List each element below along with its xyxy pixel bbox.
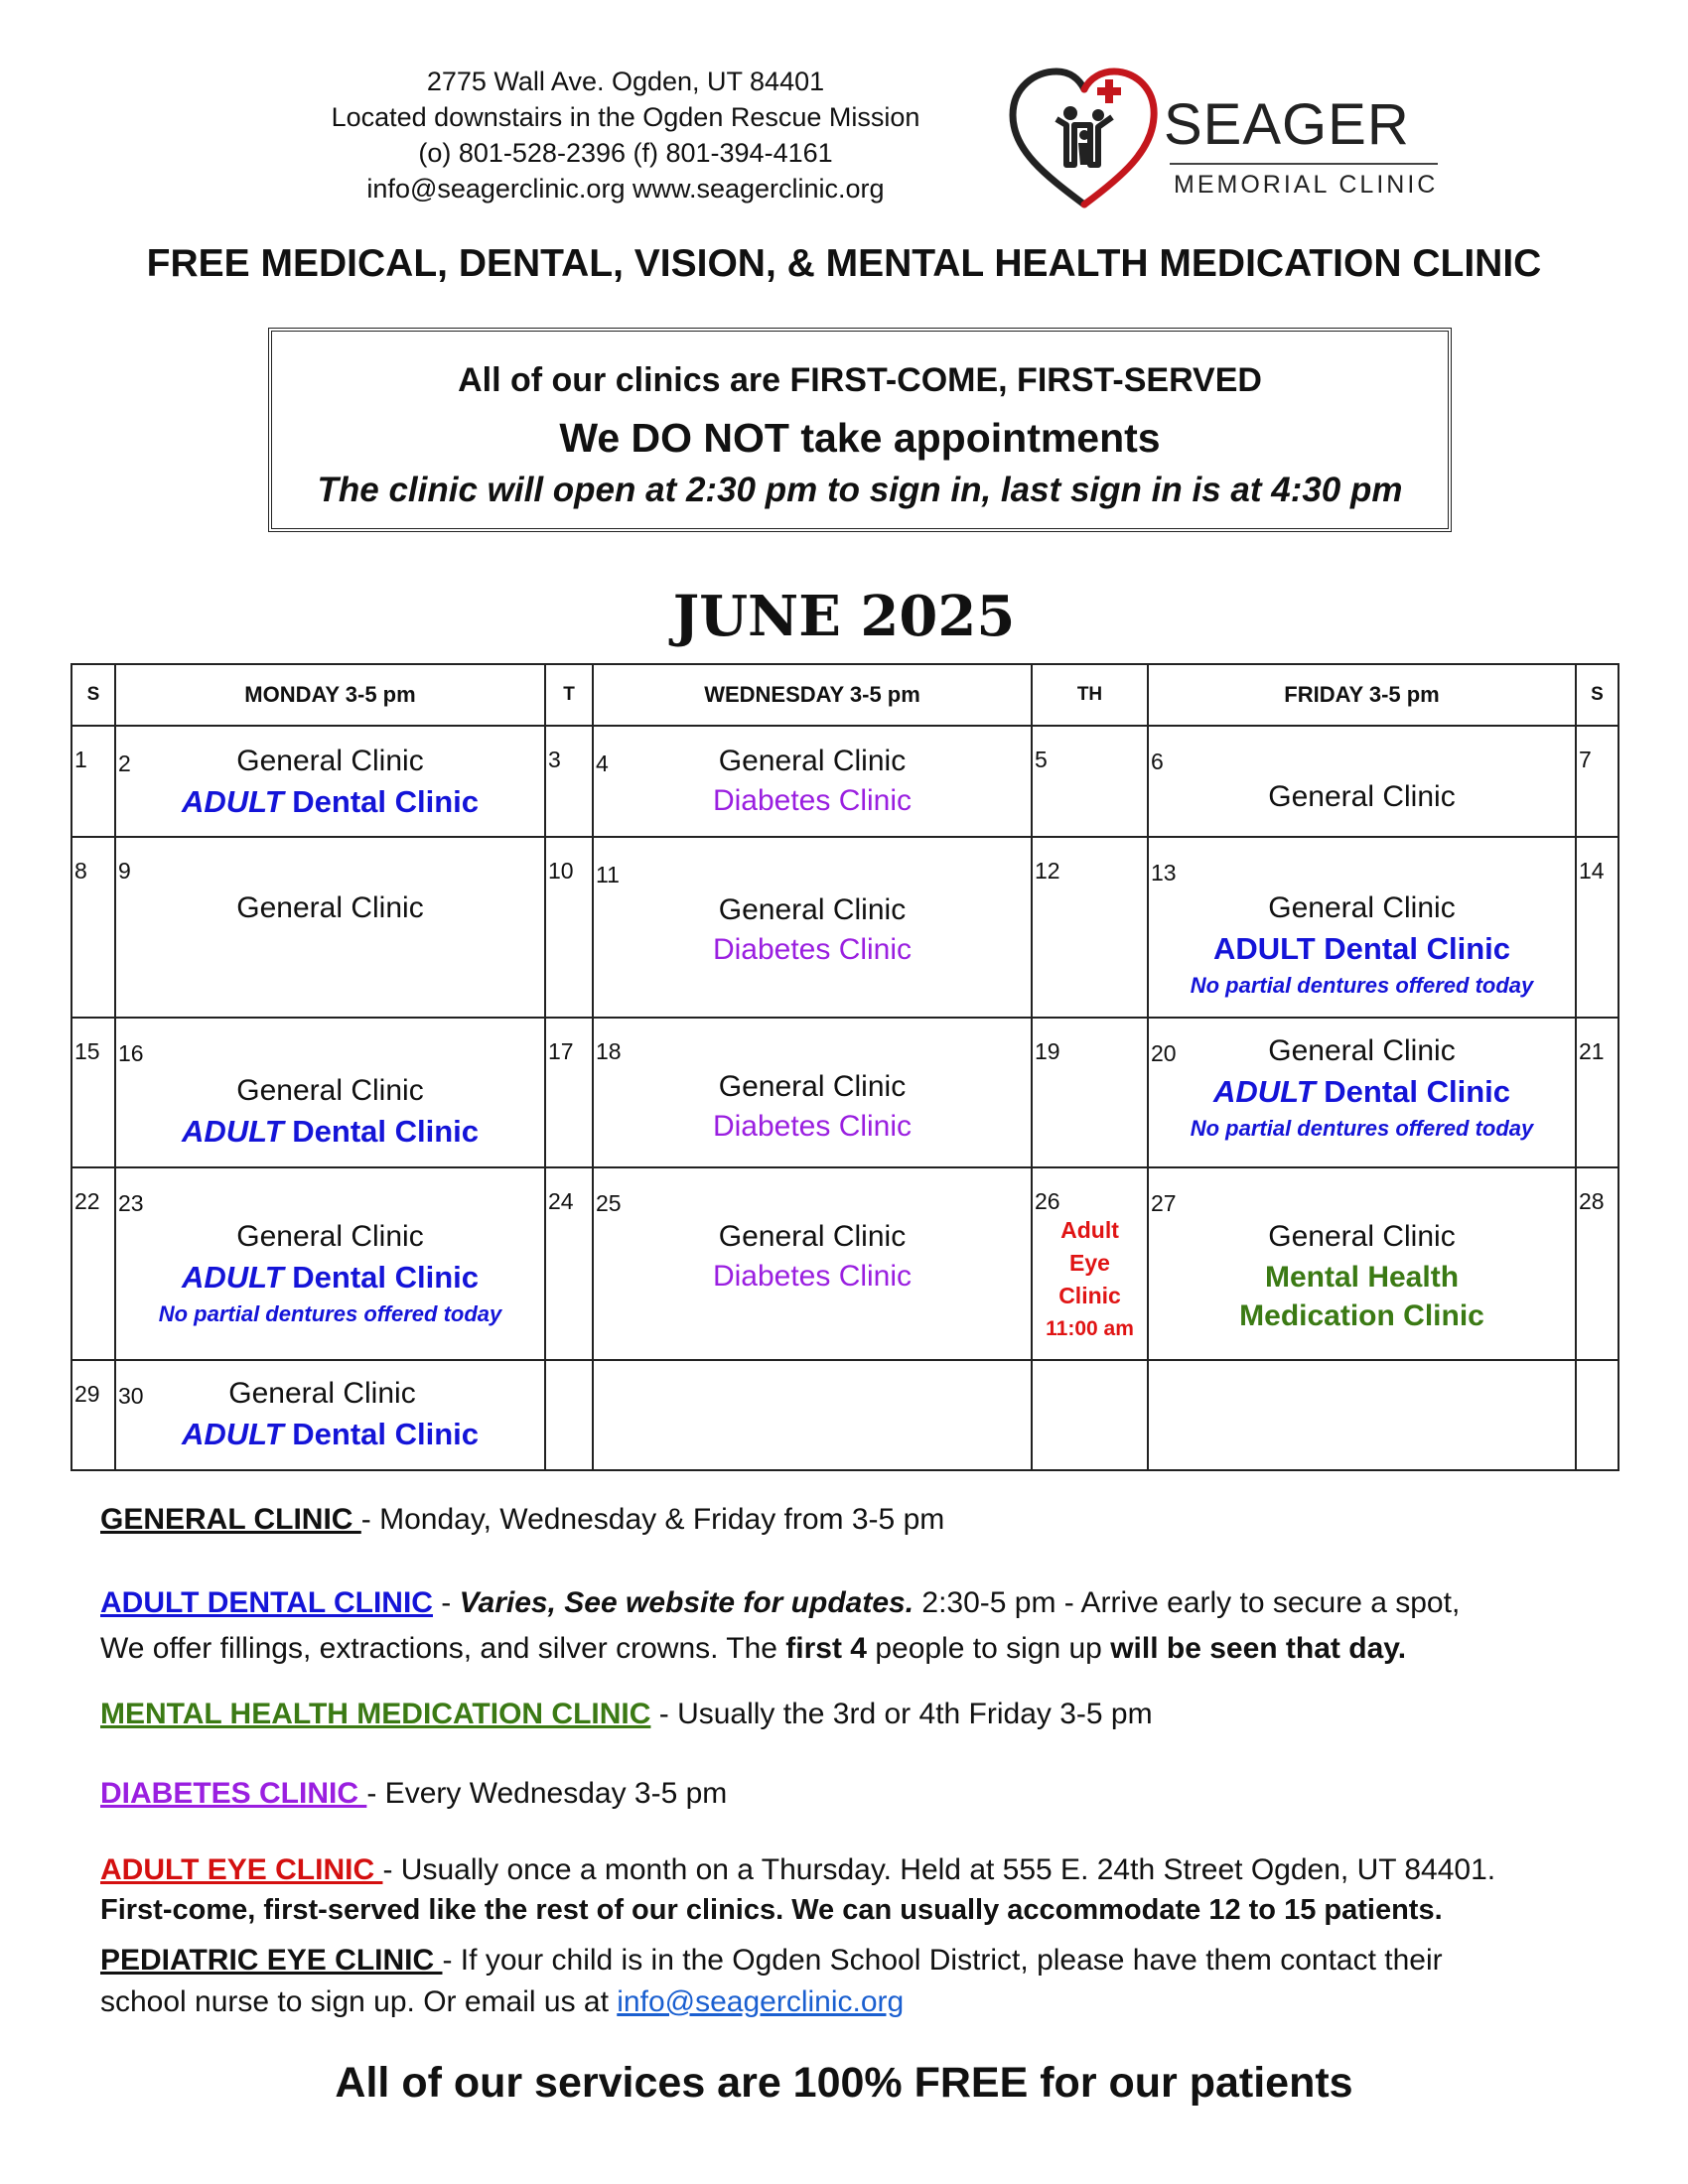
day-number: 8 (74, 858, 87, 884)
day-number: 25 (596, 1190, 622, 1216)
day-cell (1148, 1018, 1576, 1167)
day-cell (1148, 726, 1576, 837)
general-clinic-label: General Clinic (236, 745, 424, 777)
legend-eye-text: - Usually once a month on a Thursday. Held at 555 E. 24th Street Ogden, UT 84401. (382, 1853, 1496, 1886)
day-cell (1032, 1167, 1148, 1360)
header-friday: FRIDAY 3-5 pm (1148, 664, 1576, 726)
legend-eye-title: ADULT EYE CLINIC (100, 1853, 383, 1886)
diabetes-clinic-label: Diabetes Clinic (712, 784, 913, 817)
calendar-header-row (71, 664, 1618, 726)
legend-mental-title: MENTAL HEALTH MEDICATION CLINIC (100, 1698, 651, 1730)
empty-cell (1576, 1360, 1618, 1470)
adult-dental-clinic-label: ADULT Dental Clinic (181, 1417, 480, 1451)
adult-dental-clinic-label: ADULT Dental Clinic (181, 1114, 480, 1149)
day-cell (593, 1018, 1032, 1167)
day-number: 30 (118, 1383, 144, 1409)
calendar-week-1 (71, 726, 1618, 837)
general-clinic-label: General Clinic (228, 1377, 416, 1410)
day-number: 19 (1035, 1038, 1060, 1064)
calendar-week-2 (71, 837, 1618, 1018)
address-line: 2775 Wall Ave. Ogden, UT 84401 (426, 67, 825, 96)
header-thursday: TH (1032, 664, 1148, 726)
notice-line-2: We DO NOT take appointments (559, 415, 1161, 461)
calendar-week-3 (71, 1018, 1618, 1167)
day-number: 5 (1035, 747, 1048, 772)
day-cell (71, 1167, 115, 1360)
legend-general (100, 1497, 1590, 1543)
clinic-address-block (258, 64, 993, 206)
day-cell (71, 726, 115, 837)
legend-dental: ADULT DENTAL CLINIC - Varies, See website for updates. 2:30-5 pm - Arrive early to secure a spot, We offer fillings, extractions, and silver crowns. The first 4 people to sign up will be seen that day. (100, 1586, 1461, 1665)
no-partial-dentures-note: No partial dentures offered today (1190, 1116, 1534, 1141)
day-cell (545, 726, 593, 837)
day-number: 15 (74, 1038, 100, 1064)
location-line: Located downstairs in the Ogden Rescue Mission (331, 102, 920, 132)
legend-diabetes (100, 1771, 1590, 1817)
email-link[interactable]: info@seagerclinic.org (617, 1985, 905, 2018)
day-cell (593, 837, 1032, 1018)
day-number: 24 (548, 1188, 574, 1214)
legend-dental-varies: Varies, See website for updates. (459, 1586, 914, 1619)
empty-cell (1032, 1360, 1148, 1470)
header-monday: MONDAY 3-5 pm (115, 664, 545, 726)
day-number: 3 (548, 747, 561, 772)
day-cell (1576, 726, 1618, 837)
logo-wordmark: SEAGER (1164, 92, 1410, 157)
general-clinic-label: General Clinic (1268, 891, 1456, 924)
empty-cell (593, 1360, 1032, 1470)
diabetes-clinic-label: Diabetes Clinic (712, 933, 913, 966)
header-wednesday: WEDNESDAY 3-5 pm (593, 664, 1032, 726)
mental-health-clinic-label: Mental Health Medication Clinic (1239, 1261, 1484, 1332)
general-clinic-label: General Clinic (236, 891, 424, 924)
day-number: 17 (548, 1038, 574, 1064)
day-cell (115, 1018, 545, 1167)
day-cell (115, 837, 545, 1018)
diabetes-clinic-label: Diabetes Clinic (712, 1260, 913, 1293)
day-cell (593, 726, 1032, 837)
legend-general-text: - Monday, Wednesday & Friday from 3-5 pm (360, 1503, 945, 1536)
adult-dental-clinic-label: ADULT Dental Clinic (1212, 1074, 1511, 1109)
day-number: 11 (596, 862, 620, 887)
general-clinic-label: General Clinic (1268, 780, 1456, 813)
empty-cell (1148, 1360, 1576, 1470)
header-sunday: S (71, 664, 115, 726)
legend-mental-health (100, 1692, 1590, 1737)
day-number: 28 (1579, 1188, 1605, 1214)
day-cell (545, 837, 593, 1018)
calendar-table (70, 663, 1619, 1471)
legend-eye-note: First-come, first-served like the rest of our clinics. We can usually accommodate 12 to 15 patients. (100, 1894, 1443, 1926)
adult-dental-clinic-label: ADULT Dental Clinic (181, 1260, 480, 1295)
legend-mental-text: - Usually the 3rd or 4th Friday 3-5 pm (650, 1698, 1153, 1730)
day-cell (1032, 837, 1148, 1018)
calendar-week-5 (71, 1360, 1618, 1470)
day-cell (1032, 726, 1148, 837)
day-number: 16 (118, 1040, 144, 1066)
day-cell (71, 1018, 115, 1167)
day-number: 26 (1035, 1188, 1060, 1214)
day-number: 27 (1151, 1190, 1177, 1216)
day-number: 29 (74, 1381, 100, 1407)
no-partial-dentures-note: No partial dentures offered today (158, 1301, 502, 1326)
day-number: 12 (1035, 858, 1060, 884)
day-cell (1576, 1167, 1618, 1360)
day-cell (115, 1360, 545, 1470)
general-clinic-label: General Clinic (718, 1220, 907, 1253)
day-number: 22 (74, 1188, 100, 1214)
general-clinic-label: General Clinic (1268, 1034, 1456, 1067)
day-cell (115, 726, 545, 837)
legend-pediatric-eye: PEDIATRIC EYE CLINIC - If your child is in the Ogden School District, please have them contact their school nurse to sign up. Or email us at info@seagerclinic.org (100, 1944, 1443, 2018)
general-clinic-label: General Clinic (718, 1070, 907, 1103)
notice-line-3: The clinic will open at 2:30 pm to sign in, last sign in is at 4:30 pm (317, 471, 1403, 509)
day-number: 10 (548, 858, 574, 884)
day-cell (545, 1018, 593, 1167)
page-headline: FREE MEDICAL, DENTAL, VISION, & MENTAL HEALTH MEDICATION CLINIC (146, 242, 1542, 285)
legend-general-title: GENERAL CLINIC (100, 1503, 361, 1536)
heart-family-icon (1005, 66, 1164, 214)
day-number: 13 (1151, 860, 1177, 886)
calendar-week-4 (71, 1167, 1618, 1360)
header-saturday: S (1576, 664, 1618, 726)
notice-box (268, 328, 1452, 532)
legend-diabetes-text: - Every Wednesday 3-5 pm (366, 1777, 728, 1810)
legend-dental-title: ADULT DENTAL CLINIC (100, 1586, 433, 1619)
day-number: 21 (1579, 1038, 1605, 1064)
header-tuesday: T (545, 664, 593, 726)
month-title: JUNE 2025 (672, 584, 1016, 649)
day-cell (1576, 837, 1618, 1018)
legend-diabetes-title: DIABETES CLINIC (100, 1777, 367, 1810)
day-cell (1576, 1018, 1618, 1167)
day-cell (1032, 1018, 1148, 1167)
adult-eye-clinic-label: Adult Eye Clinic 11:00 am (1046, 1217, 1134, 1340)
diabetes-clinic-label: Diabetes Clinic (712, 1110, 913, 1143)
footer-statement: All of our services are 100% FREE for our patients (335, 2059, 1353, 2107)
day-number: 7 (1579, 747, 1592, 772)
day-cell (545, 1167, 593, 1360)
day-cell (593, 1167, 1032, 1360)
day-number: 20 (1151, 1040, 1177, 1066)
general-clinic-label: General Clinic (718, 745, 907, 777)
legend-peds-title: PEDIATRIC EYE CLINIC (100, 1944, 443, 1977)
adult-dental-clinic-label: ADULT Dental Clinic (181, 784, 480, 819)
no-partial-dentures-note: No partial dentures offered today (1190, 973, 1534, 998)
phone-line: (o) 801-528-2396 (f) 801-394-4161 (418, 138, 833, 168)
day-number: 18 (596, 1038, 622, 1064)
general-clinic-label: General Clinic (236, 1074, 424, 1107)
general-clinic-label: General Clinic (1268, 1220, 1456, 1253)
general-clinic-label: General Clinic (718, 893, 907, 926)
general-clinic-label: General Clinic (236, 1220, 424, 1253)
day-number: 4 (596, 751, 609, 776)
day-cell (115, 1167, 545, 1360)
empty-cell (545, 1360, 593, 1470)
logo-divider (1170, 163, 1438, 165)
day-cell (1148, 837, 1576, 1018)
contact-line: info@seagerclinic.org www.seagerclinic.org (366, 174, 885, 204)
day-number: 14 (1579, 858, 1605, 884)
day-number: 23 (118, 1190, 144, 1216)
adult-dental-clinic-label: ADULT Dental Clinic (1212, 931, 1511, 966)
notice-line-1: All of our clinics are FIRST-COME, FIRST-SERVED (458, 361, 1262, 399)
legend-adult-eye (100, 1850, 1649, 1930)
day-cell (1148, 1167, 1576, 1360)
logo-subtitle: MEMORIAL CLINIC (1174, 171, 1439, 199)
day-number: 1 (74, 747, 87, 772)
day-number: 6 (1151, 749, 1164, 774)
seager-logo (1005, 66, 1442, 216)
day-number: 9 (118, 858, 131, 884)
day-cell (71, 837, 115, 1018)
day-number: 2 (118, 751, 131, 776)
